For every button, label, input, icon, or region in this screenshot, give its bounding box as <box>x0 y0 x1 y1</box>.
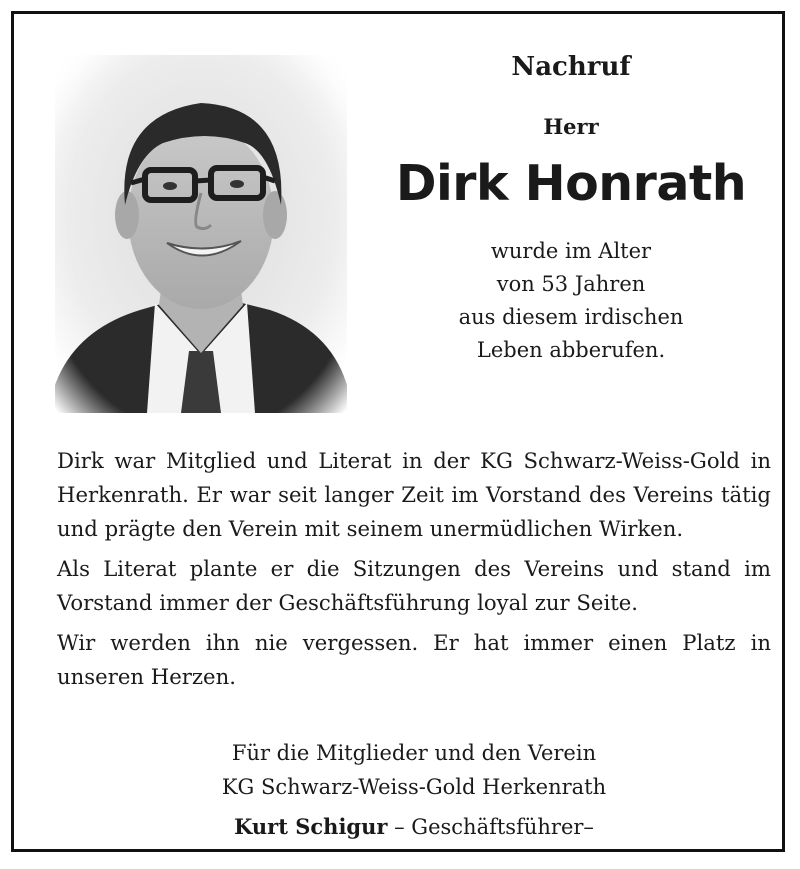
portrait-photo <box>55 55 347 413</box>
age-line: aus diesem irdischen <box>458 305 684 329</box>
signature-line: KG Schwarz-Weiss-Gold Herkenrath <box>221 775 607 799</box>
paragraph: Dirk war Mitglied und Literat in der KG Schwarz-Weiss-Gold in Herkenrath. Er war seit langer Zeit im Vorstand des Vereins tätig und prägte den Verein mit seinem unermüdlichen Wirken. <box>57 448 771 541</box>
signer-role: – Geschäftsführer– <box>387 815 594 839</box>
age-line: von 53 Jahren <box>496 272 646 296</box>
obituary-body <box>57 444 771 700</box>
signature-block <box>57 736 771 844</box>
age-line: wurde im Alter <box>490 239 652 263</box>
paragraph: Wir werden ihn nie vergessen. Er hat immer einen Platz in unseren Herzen. <box>57 630 771 689</box>
signer-name: Kurt Schigur <box>234 814 388 839</box>
signature-line: Für die Mitglieder und den Verein <box>231 741 597 765</box>
signer-line <box>57 810 771 844</box>
deceased-name: Dirk Honrath <box>395 155 747 212</box>
age-statement <box>366 235 776 367</box>
obituary-header <box>366 52 776 367</box>
paragraph: Als Literat plante er die Sitzungen des Vereins und stand im Vorstand immer der Geschäftsführung loyal zur Seite. <box>57 556 771 615</box>
notice-heading: Nachruf <box>511 52 631 82</box>
age-line: Leben abberufen. <box>476 338 666 362</box>
honorific: Herr <box>543 114 599 139</box>
obituary-frame <box>11 11 785 852</box>
